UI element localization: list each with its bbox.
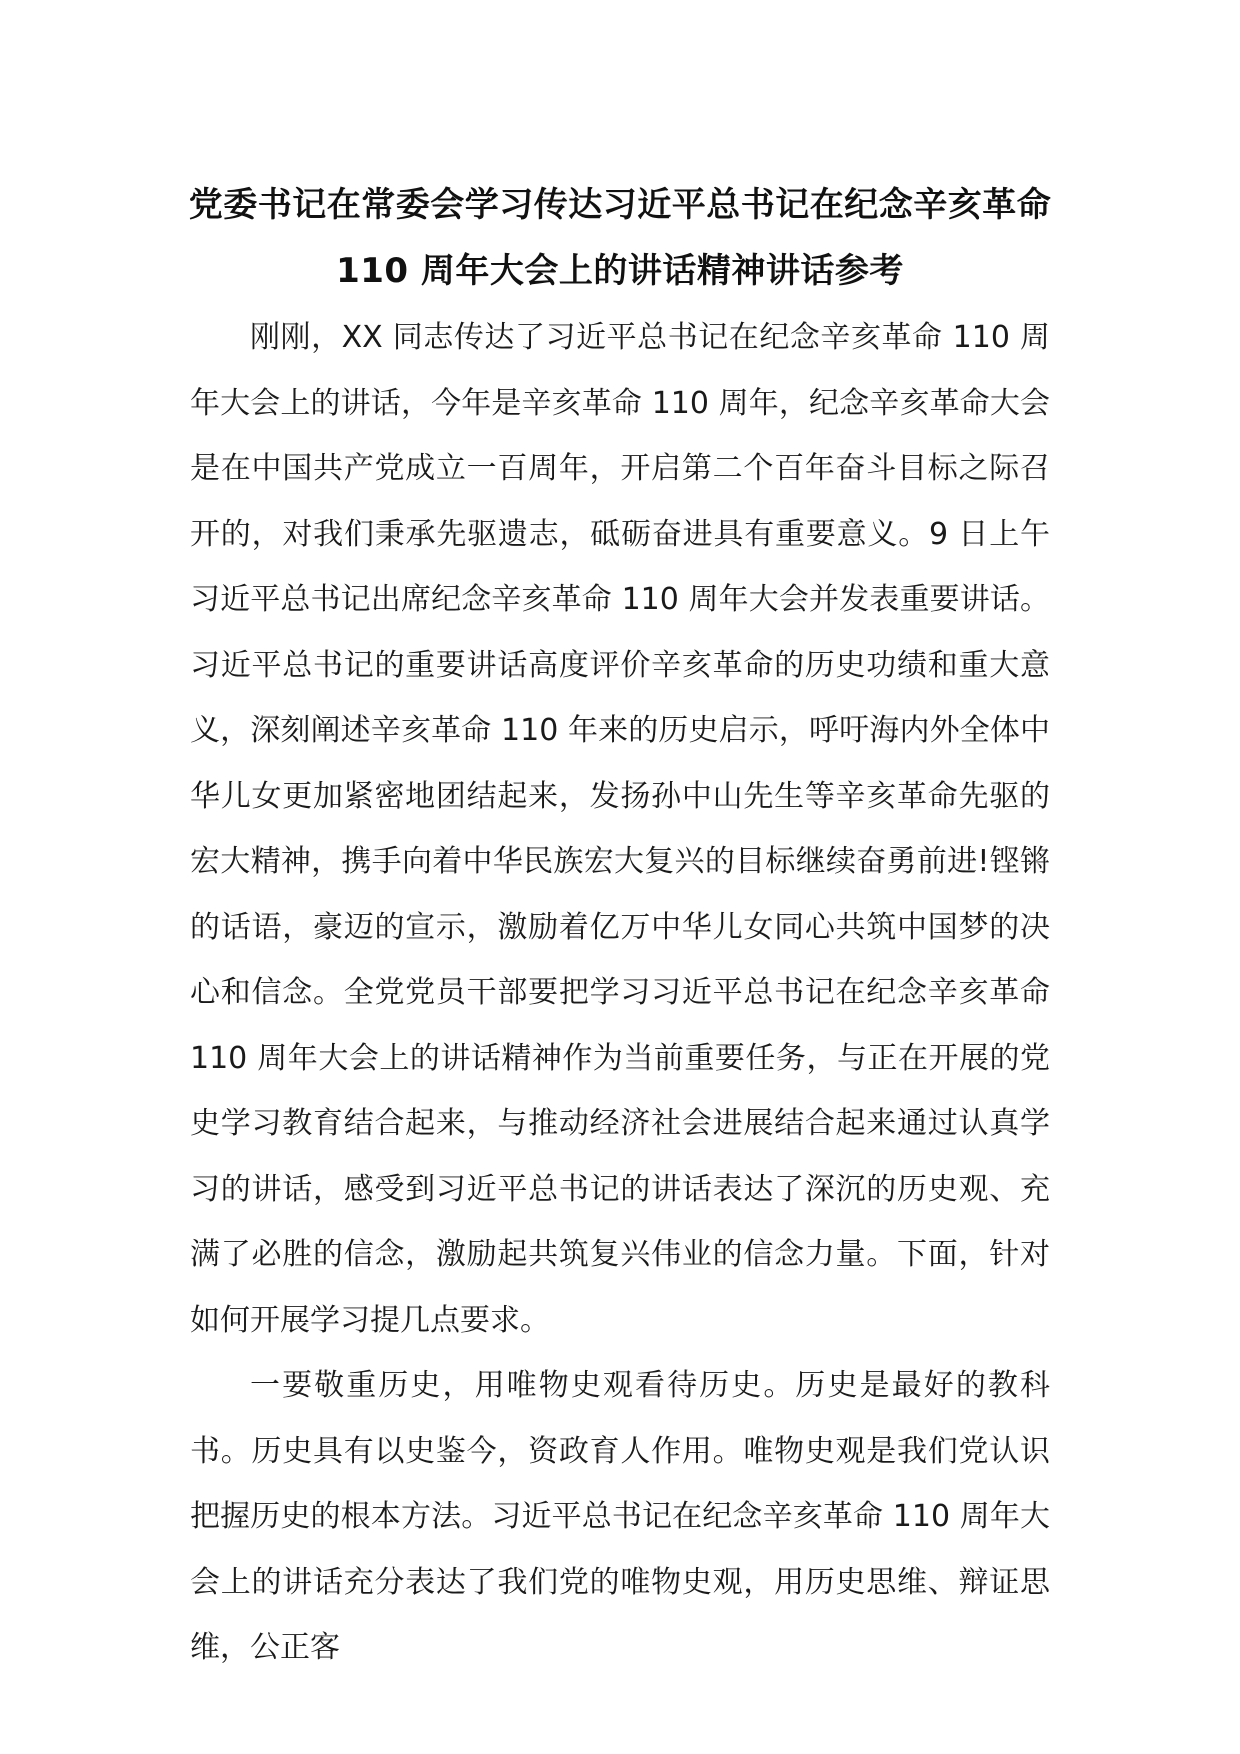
paragraph-point-one: 一要敬重历史，用唯物史观看待历史。历史是最好的教科书。历史具有以史鉴今，资政育人作用。唯物史观是我们党认识把握历史的根本方法。习近平总书记在纪念辛亥革命 110 周年大会上的讲话充分表达了我们党的唯物史观，用历史思维、辩证思维，公正客	[190, 1368, 1050, 1665]
document-body	[190, 305, 1050, 1681]
title-line-1: 党委书记在常委会学习传达习近平总书记在纪念辛亥革命	[188, 185, 1052, 225]
title-line-2: 110 周年大会上的讲话精神讲话参考	[336, 251, 904, 291]
document-title	[160, 172, 1080, 304]
paragraph-intro: 刚刚，XX 同志传达了习近平总书记在纪念辛亥革命 110 周年大会上的讲话，今年是辛亥革命 110 周年，纪念辛亥革命大会是在中国共产党成立一百周年，开启第二个百年奋斗目标之际召开的，对我们秉承先驱遗志，砥砺奋进具有重要意义。9 日上午习近平总书记出席纪念辛亥革命 110 周年大会并发表重要讲话。习近平总书记的重要讲话高度评价辛亥革命的历史功绩和重大意义，深刻阐述辛亥革命 110 年来的历史启示，呼吁海内外全体中华儿女更加紧密地团结起来，发扬孙中山先生等辛亥革命先驱的宏大精神，携手向着中华民族宏大复兴的目标继续奋勇前进!铿锵的话语，豪迈的宣示，激励着亿万中华儿女同心共筑中国梦的决心和信念。全党党员干部要把学习习近平总书记在纪念辛亥革命 110 周年大会上的讲话精神作为当前重要任务，与正在开展的党史学习教育结合起来，与推动经济社会进展结合起来通过认真学习的讲话，感受到习近平总书记的讲话表达了深沉的历史观、充满了必胜的信念，激励起共筑复兴伟业的信念力量。下面，针对如何开展学习提几点要求。	[190, 320, 1050, 1338]
